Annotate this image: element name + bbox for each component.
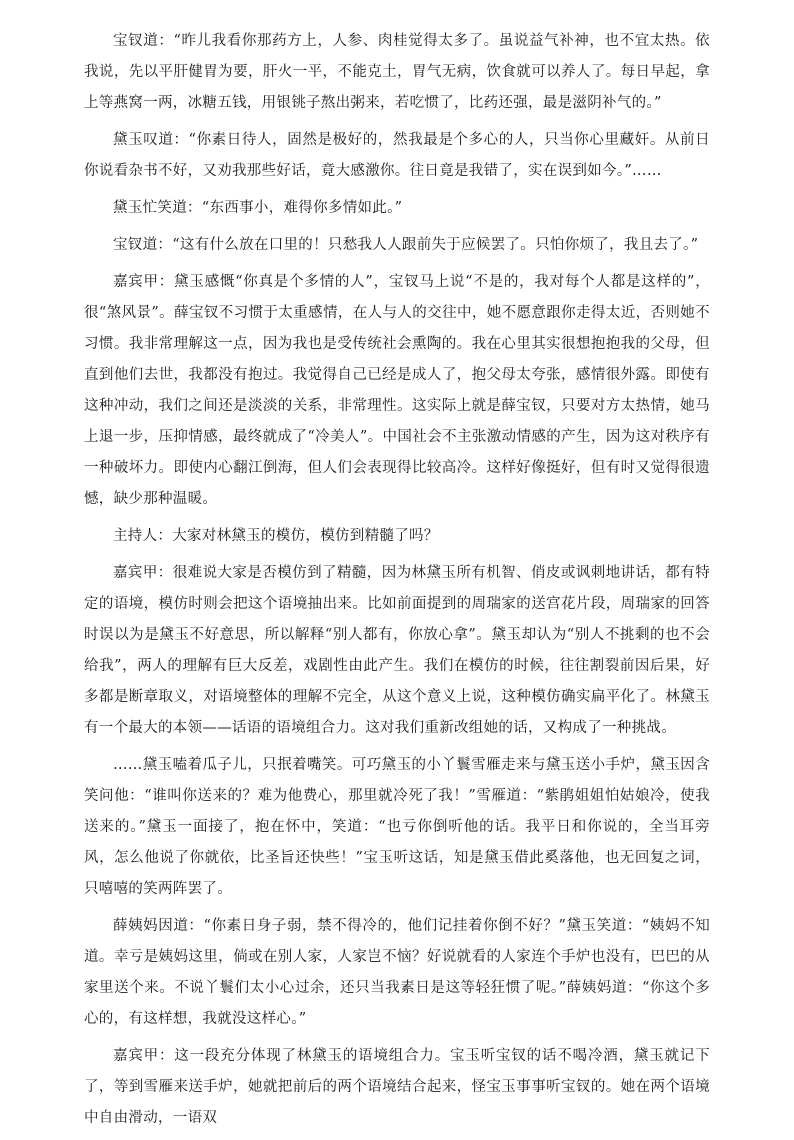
paragraph-8: ……黛玉嗑着瓜子儿，只抿着嘴笑。可巧黛玉的小丫鬟雪雁走来与黛玉送小手炉，黛玉因含笑问他：“谁叫你送来的？难为他费心，那里就冷死了我！”雪雁道：“紫鹃姐姐怕姑娘冷，使我送来的。”黛玉一面接了，抱在怀中，笑道：“也亏你倒听他的话。我平日和你说的，全当耳旁风，怎么他说了你就依，比圣旨还快些！”宝玉听这话，知是黛玉借此奚落他，也无回复之词，只嘻嘻的笑两阵罢了。 — [84, 757, 710, 897]
paragraph-5: 嘉宾甲：黛玉感慨“你真是个多情的人”，宝钗马上说“不是的，我对每个人都是这样的”，很“煞风景”。薛宝钗不习惯于太重感情，在人与人的交往中，她不愿意跟你走得太近，否则她不习惯。我非常理解这一点，因为我也是受传统社会熏陶的。我在心里其实很想抱抱我的父母，但直到他们去世，我都没有抱过。我觉得自己已经是成人了，抱父母太夸张，感情很外露。即使有这种冲动，我们之间还是淡淡的关系，非常理性。这实际上就是薛宝钗，只要对方太热情，她马上退一步，压抑情感，最终就成了“冷美人”。中国社会不主张激动情感的产生，因为这对秩序有一种破坏力。即使内心翻江倒海，但人们会表现得比较高冷。这样好像挺好，但有时又觉得很遗憾，缺少那种温暖。 — [84, 274, 710, 507]
paragraph-6: 主持人：大家对林黛玉的模仿，模仿到精髓了吗？ — [113, 528, 439, 544]
paragraph-10: 嘉宾甲：这一段充分体现了林黛玉的语境组合力。宝玉听宝钗的话不喝冷酒，黛玉就记下了，等到雪雁来送手炉，她就把前后的两个语境结合起来，怪宝玉事事听宝钗的。她在两个语境中自由滑动，一语双 — [84, 1048, 710, 1126]
paragraph-2: 黛玉叹道：“你素日待人，固然是极好的，然我最是个多心的人，只当你心里藏奸。从前日你说看杂书不好，又劝我那些好话，竟大感激你。往日竟是我错了，实在误到如今。”…… — [84, 132, 710, 179]
paragraph-1: 宝钗道：“昨儿我看你那药方上，人参、肉桂觉得太多了。虽说益气补神，也不宜太热。依我说，先以平肝健胃为要，肝火一平，不能克土，胃气无病，饮食就可以养人了。每日早起，拿上等燕窝一两，冰糖五钱，用银铫子熬出粥来，若吃惯了，比药还强，最是滋阴补气的。” — [84, 33, 710, 111]
paragraph-9: 薛姨妈因道：“你素日身子弱，禁不得冷的，他们记挂着你倒不好？”黛玉笑道：“姨妈不知道。幸亏是姨妈这里，倘或在别人家，人家岂不恼？好说就看的人家连个手炉也没有，巴巴的从家里送个来。不说丫鬟们太小心过余，还只当我素日是这等轻狂惯了呢。”薛姨妈道：“你这个多心的，有这样想，我就没这样心。” — [84, 918, 710, 1027]
paragraph-7: 嘉宾甲：很难说大家是否模仿到了精髓，因为林黛玉所有机智、俏皮或讽刺地讲话，都有特定的语境，模仿时则会把这个语境抽出来。比如前面提到的周瑞家的送宫花片段，周瑞家的回答时误以为是黛玉不好意思，所以解释“别人都有，你放心拿”。黛玉却认为“别人不挑剩的也不会给我”，两人的理解有巨大反差，戏剧性由此产生。我们在模仿的时候，往往割裂前因后果，好多都是断章取义，对语境整体的理解不完全，从这个意义上说，这种模仿确实扁平化了。林黛玉有一个最大的本领——话语的语境组合力。这对我们重新改组她的话，又构成了一种挑战。 — [84, 565, 710, 736]
paragraph-4: 宝钗道：“这有什么放在口里的！只愁我人人跟前失于应候罢了。只怕你烦了，我且去了。” — [113, 237, 699, 253]
document-page — [84, 26, 710, 1140]
paragraph-3: 黛玉忙笑道：“东西事小，难得你多情如此。” — [113, 200, 403, 216]
